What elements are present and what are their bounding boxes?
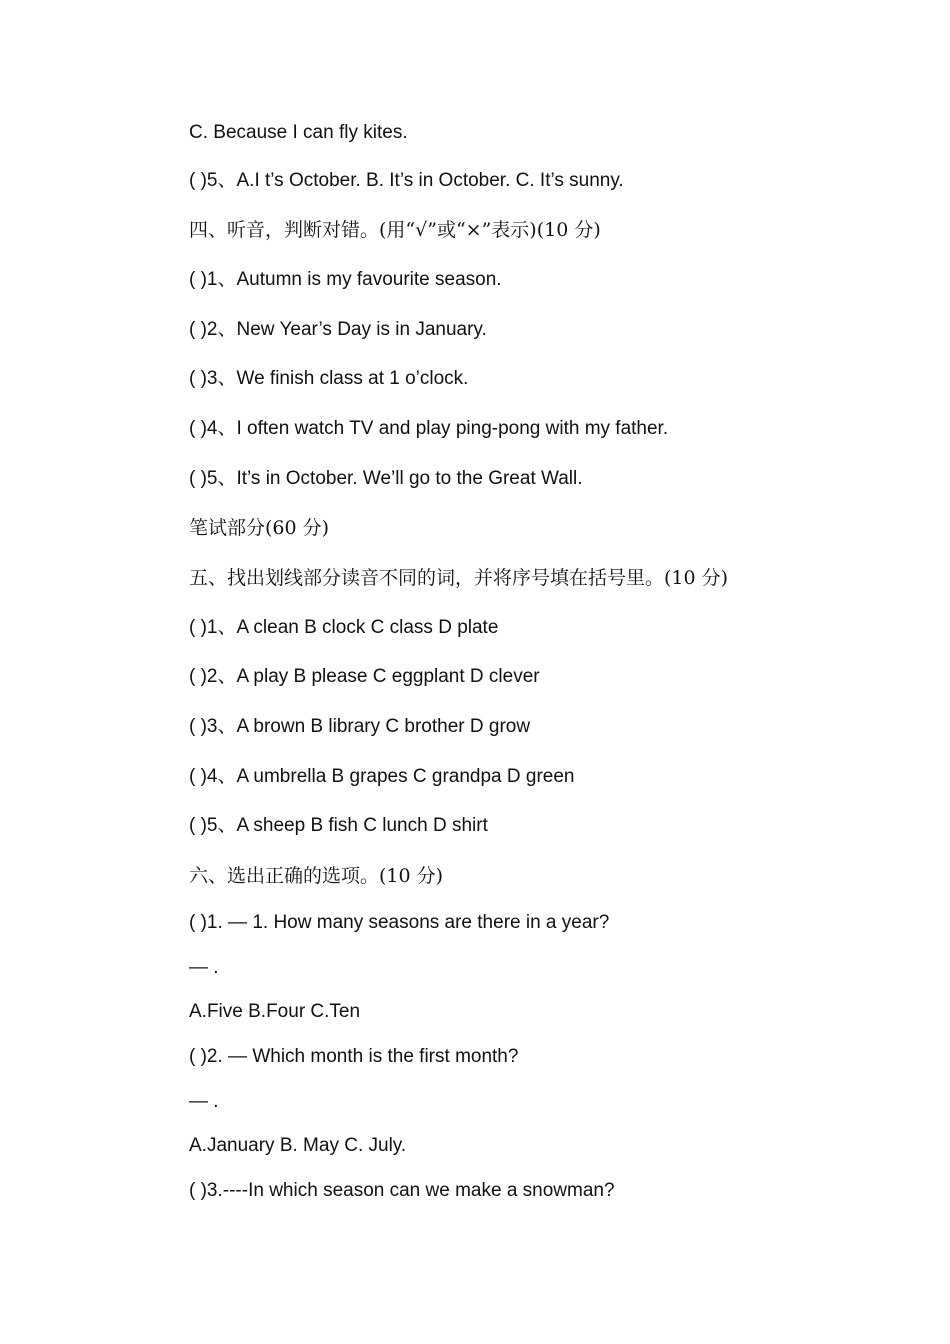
- listening-item-1: ( )1、Autumn is my favourite season.: [189, 269, 502, 290]
- choice-question-1: ( )1. — 1. How many seasons are there in a year?: [189, 912, 610, 933]
- phonics-item-4: ( )4、A umbrella B grapes C grandpa D green: [189, 766, 575, 787]
- listening-item-2: ( )2、New Year’s Day is in January.: [189, 319, 487, 340]
- choice-question-3: ( )3.----In which season can we make a snowman?: [189, 1180, 615, 1201]
- phonics-item-2: ( )2、A play B please C eggplant D clever: [189, 666, 540, 687]
- answer-option-c: C. Because I can fly kites.: [189, 122, 408, 143]
- choice-options-2: A.January B. May C. July.: [189, 1135, 407, 1156]
- phonics-item-1: ( )1、A clean B clock C class D plate: [189, 617, 499, 638]
- section-4-heading: 四、听音，判断对错。(用“√”或“×”表示)(10 分): [189, 219, 601, 241]
- phonics-item-3: ( )3、A brown B library C brother D grow: [189, 716, 531, 737]
- section-6-heading: 六、选出正确的选项。(10 分): [189, 865, 444, 887]
- listening-item-5: ( )5、It’s in October. We’ll go to the Great Wall.: [189, 468, 583, 489]
- written-part-heading: 笔试部分(60 分): [189, 517, 330, 539]
- choice-options-1: A.Five B.Four C.Ten: [189, 1001, 361, 1022]
- choice-answer-blank-1: — .: [189, 957, 219, 978]
- choice-question-2: ( )2. — Which month is the first month?: [189, 1046, 519, 1067]
- question-5-options: ( )5、A.I t’s October. B. It’s in October. C. It’s sunny.: [189, 170, 624, 191]
- listening-item-3: ( )3、We finish class at 1 o’clock.: [189, 368, 469, 389]
- choice-answer-blank-2: — .: [189, 1091, 219, 1112]
- section-5-heading: 五、找出划线部分读音不同的词，并将序号填在括号里。(10 分): [189, 567, 729, 589]
- phonics-item-5: ( )5、A sheep B fish C lunch D shirt: [189, 815, 488, 836]
- listening-item-4: ( )4、I often watch TV and play ping-pong with my father.: [189, 418, 669, 439]
